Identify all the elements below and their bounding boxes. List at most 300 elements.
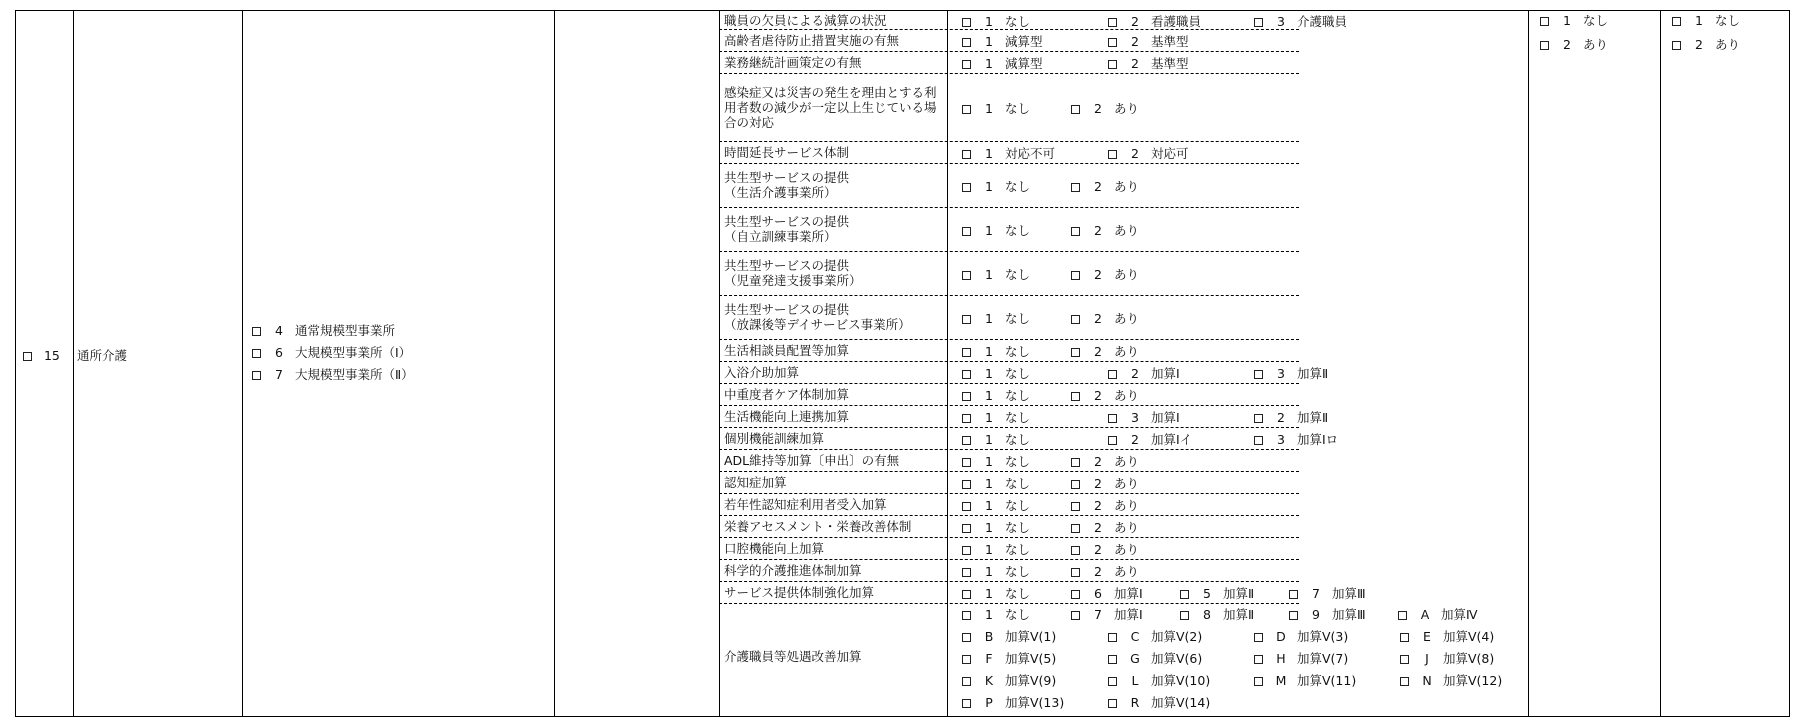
option-label: 加算Ⅳ [1441, 607, 1478, 622]
option-number: 7 [1312, 585, 1320, 601]
row-option[interactable] [1071, 101, 1139, 116]
checkbox-icon[interactable] [1672, 41, 1681, 50]
checkbox-icon[interactable] [1400, 655, 1409, 664]
checkbox-icon[interactable] [1108, 655, 1117, 664]
checkbox-icon[interactable] [962, 370, 971, 379]
option-label: あり [1114, 222, 1140, 238]
row-option[interactable] [962, 454, 1030, 469]
option-label: 加算Ⅲ [1332, 585, 1366, 601]
option-number: 1 [985, 13, 993, 29]
option-number: 1 [985, 365, 993, 381]
checkbox-icon[interactable] [962, 271, 971, 280]
row-option[interactable] [962, 56, 1043, 71]
row-option[interactable] [962, 586, 1030, 601]
row-option[interactable] [962, 410, 1030, 425]
option-number: 2 [1131, 33, 1139, 49]
option-label: 加算Ⅴ(14) [1151, 695, 1211, 710]
option-number: 1 [985, 497, 993, 513]
option-number: F [985, 651, 993, 666]
checkbox-icon[interactable] [1071, 502, 1080, 511]
row-option[interactable] [962, 542, 1030, 557]
checkbox-icon[interactable] [1071, 458, 1080, 467]
row-label: 共生型サービスの提供 （生活介護事業所） [724, 170, 850, 200]
checkbox-icon[interactable] [1071, 546, 1080, 555]
row-option[interactable] [962, 267, 1030, 282]
row-label: 業務継続計画策定の有無 [724, 54, 862, 70]
option-number: 2 [1277, 409, 1285, 425]
checkbox-icon[interactable] [1108, 18, 1117, 27]
improvement-option[interactable] [962, 695, 1064, 710]
row-label: 中重度者ケア体制加算 [724, 386, 850, 402]
row-option[interactable] [1071, 498, 1139, 513]
checkbox-icon[interactable] [1071, 392, 1080, 401]
row-option[interactable] [962, 34, 1043, 49]
option-label: 加算Ⅴ(6) [1151, 651, 1203, 666]
checkbox-icon[interactable] [962, 502, 971, 511]
option-number: E [1423, 629, 1431, 644]
column-divider [1660, 11, 1661, 716]
checkbox-icon[interactable] [1071, 315, 1080, 324]
checkbox-icon[interactable] [1254, 414, 1263, 423]
checkbox-icon[interactable] [962, 436, 971, 445]
checkbox-icon[interactable] [962, 568, 971, 577]
option-number: 9 [1312, 607, 1320, 622]
row-option[interactable] [1254, 366, 1328, 381]
option-label: なし [1005, 387, 1031, 403]
option-number: 1 [985, 310, 993, 326]
checkbox-icon[interactable] [1254, 655, 1263, 664]
row-option[interactable] [1108, 34, 1189, 49]
option-number: 1 [985, 541, 993, 557]
option-number: 1 [985, 100, 993, 116]
row-option[interactable] [1071, 542, 1139, 557]
scale-option[interactable] [252, 367, 414, 382]
option-number: J [1425, 651, 1429, 666]
option-number: 7 [1094, 607, 1102, 622]
checkbox-icon[interactable] [1254, 370, 1263, 379]
right-b-option[interactable] [1672, 13, 1740, 28]
row-option[interactable] [1071, 476, 1139, 491]
row-option[interactable] [1108, 410, 1180, 425]
checkbox-icon[interactable] [1108, 38, 1117, 47]
row-label: 生活機能向上連携加算 [724, 408, 850, 424]
option-number: 1 [985, 266, 993, 282]
row-label: 高齢者虐待防止措置実施の有無 [724, 32, 900, 48]
row-option[interactable] [1180, 586, 1254, 601]
option-label: なし [1005, 607, 1031, 622]
improvement-option[interactable] [1254, 673, 1356, 688]
option-label: なし [1005, 310, 1031, 326]
option-label: なし [1005, 453, 1031, 469]
option-label: 加算Ⅴ(2) [1151, 629, 1203, 644]
option-label: 加算Ⅴ(9) [1005, 673, 1057, 688]
checkbox-icon[interactable] [962, 611, 971, 620]
option-label: あり [1114, 387, 1140, 403]
option-number: 1 [985, 387, 993, 403]
row-divider [719, 73, 1299, 74]
row-divider [719, 493, 1299, 494]
service-checkbox-cell[interactable] [23, 348, 60, 363]
option-number: G [1130, 651, 1140, 666]
option-label: 加算Ⅴ(3) [1297, 629, 1349, 644]
row-option[interactable] [1071, 586, 1143, 601]
option-label: 基準型 [1151, 33, 1189, 49]
option-number: 1 [985, 343, 993, 359]
row-divider [719, 603, 1299, 604]
checkbox-icon[interactable] [1108, 370, 1117, 379]
option-number: 2 [1094, 519, 1102, 535]
checkbox-icon[interactable] [252, 327, 261, 336]
option-label: 介護職員 [1297, 13, 1348, 29]
checkbox-icon[interactable] [962, 105, 971, 114]
row-label: 生活相談員配置等加算 [724, 342, 850, 358]
option-label: なし [1005, 343, 1031, 359]
option-label: なし [1005, 178, 1031, 194]
option-label: なし [1005, 266, 1031, 282]
checkbox-icon[interactable] [1071, 568, 1080, 577]
checkbox-icon[interactable] [1400, 677, 1409, 686]
option-number: 1 [1563, 13, 1571, 28]
option-number: 3 [1277, 431, 1285, 447]
option-label: あり [1715, 37, 1741, 52]
checkbox-icon[interactable] [1071, 611, 1080, 620]
option-label: あり [1114, 497, 1140, 513]
column-divider [73, 11, 74, 716]
checkbox-icon[interactable] [1108, 633, 1117, 642]
checkbox-icon[interactable] [1254, 677, 1263, 686]
row-label: 入浴介助加算 [724, 364, 800, 380]
improvement-option[interactable] [962, 673, 1056, 688]
option-label: 加算Ⅲ [1332, 607, 1366, 622]
option-number: R [1130, 695, 1140, 710]
row-option[interactable] [1071, 179, 1139, 194]
row-divider [719, 427, 1299, 428]
option-label: 加算Ⅴ(1) [1005, 629, 1057, 644]
option-label: なし [1005, 541, 1031, 557]
option-label: あり [1114, 178, 1140, 194]
option-label: なし [1715, 13, 1741, 28]
option-number: 1 [985, 519, 993, 535]
row-option[interactable] [1071, 388, 1139, 403]
option-number: 1 [985, 585, 993, 601]
option-number: 2 [1094, 100, 1102, 116]
option-number: 8 [1203, 607, 1211, 622]
option-number: 2 [1094, 310, 1102, 326]
checkbox-icon[interactable] [1540, 41, 1549, 50]
row-option[interactable] [1071, 267, 1139, 282]
row-label: 栄養アセスメント・栄養改善体制 [724, 518, 912, 534]
checkbox-icon[interactable] [962, 227, 971, 236]
option-number: 3 [1131, 409, 1139, 425]
checkbox-icon[interactable] [962, 414, 971, 423]
checkbox-icon[interactable] [962, 392, 971, 401]
row-divider [719, 141, 1299, 142]
row-divider [719, 163, 1299, 164]
checkbox-icon[interactable] [1071, 590, 1080, 599]
checkbox-icon[interactable] [962, 315, 971, 324]
checkbox-icon[interactable] [962, 183, 971, 192]
option-label: 加算Ⅰ [1114, 607, 1143, 622]
improvement-option[interactable] [1400, 673, 1502, 688]
improvement-option[interactable] [1400, 629, 1494, 644]
option-number: 5 [1203, 585, 1211, 601]
checkbox-icon[interactable] [962, 60, 971, 69]
option-number: 7 [275, 367, 283, 382]
improvement-option[interactable] [1108, 629, 1202, 644]
checkbox-icon[interactable] [1254, 436, 1263, 445]
service-number: 15 [43, 348, 60, 363]
checkbox-icon[interactable] [962, 546, 971, 555]
row-option[interactable] [1108, 146, 1189, 161]
row-option[interactable] [962, 179, 1030, 194]
improvement-option[interactable] [1289, 607, 1366, 622]
column-divider [242, 11, 243, 716]
row-option[interactable] [1254, 432, 1338, 447]
column-divider [719, 11, 720, 716]
row-option[interactable] [962, 311, 1030, 326]
checkbox-icon[interactable] [962, 38, 971, 47]
option-number: 2 [1094, 453, 1102, 469]
option-label: 加算Ⅴ(12) [1443, 673, 1503, 688]
improvement-option[interactable] [1071, 607, 1143, 622]
row-option[interactable] [1108, 56, 1189, 71]
option-label: 加算Ⅱ [1297, 365, 1329, 381]
checkbox-icon[interactable] [962, 677, 971, 686]
option-label: なし [1005, 585, 1031, 601]
scale-option[interactable] [252, 345, 411, 360]
option-number: 2 [1695, 37, 1703, 52]
option-number: 2 [1563, 37, 1571, 52]
row-option[interactable] [962, 146, 1055, 161]
checkbox-icon[interactable] [1180, 590, 1189, 599]
checkbox-icon[interactable] [962, 348, 971, 357]
checkbox-icon[interactable] [962, 150, 971, 159]
row-label: 共生型サービスの提供 （放課後等デイサービス事業所） [724, 302, 911, 332]
option-label: なし [1583, 13, 1609, 28]
row-divider [719, 405, 1299, 406]
improvement-option[interactable] [1108, 651, 1202, 666]
row-option[interactable] [1071, 454, 1139, 469]
row-option[interactable] [1071, 344, 1139, 359]
improvement-option[interactable] [1108, 695, 1210, 710]
row-divider [719, 559, 1299, 560]
checkbox-icon[interactable] [962, 590, 971, 599]
improvement-option[interactable] [1254, 629, 1348, 644]
scale-option[interactable] [252, 323, 395, 338]
row-option[interactable] [962, 498, 1030, 513]
row-option[interactable] [1108, 432, 1192, 447]
row-option[interactable] [1071, 564, 1139, 579]
checkbox-icon[interactable] [1071, 348, 1080, 357]
row-label: 口腔機能向上加算 [724, 540, 825, 556]
checkbox-icon[interactable] [1289, 611, 1298, 620]
option-label: 加算Ⅰ [1151, 409, 1180, 425]
checkbox-icon[interactable] [23, 352, 32, 361]
row-label: 個別機能訓練加算 [724, 430, 825, 446]
row-option[interactable] [962, 14, 1030, 29]
option-number: 2 [1131, 365, 1139, 381]
checkbox-icon[interactable] [1108, 414, 1117, 423]
option-number: 2 [1094, 222, 1102, 238]
row-option[interactable] [962, 476, 1030, 491]
option-label: なし [1005, 100, 1031, 116]
row-divider [719, 51, 1299, 52]
option-number: 1 [985, 563, 993, 579]
row-divider [719, 515, 1299, 516]
checkbox-icon[interactable] [1108, 699, 1117, 708]
checkbox-icon[interactable] [1071, 480, 1080, 489]
checkbox-icon[interactable] [1254, 18, 1263, 27]
option-number: 2 [1094, 178, 1102, 194]
improvement-option[interactable] [962, 629, 1056, 644]
column-divider [554, 11, 555, 716]
row-option[interactable] [1108, 366, 1180, 381]
option-number: B [984, 629, 994, 644]
option-number: 1 [1695, 13, 1703, 28]
option-label: 大規模型事業所（Ⅱ） [295, 367, 414, 382]
improvement-label: 介護職員等処遇改善加算 [724, 649, 862, 664]
option-label: 減算型 [1005, 55, 1043, 71]
row-option[interactable] [1071, 223, 1139, 238]
checkbox-icon[interactable] [252, 349, 261, 358]
checkbox-icon[interactable] [1672, 17, 1681, 26]
checkbox-icon[interactable] [1071, 183, 1080, 192]
checkbox-icon[interactable] [1071, 227, 1080, 236]
option-label: あり [1583, 37, 1609, 52]
option-label: 減算型 [1005, 33, 1043, 49]
row-option[interactable] [962, 101, 1030, 116]
improvement-option[interactable] [1108, 673, 1210, 688]
option-number: 1 [985, 431, 993, 447]
option-label: 加算Ⅴ(11) [1297, 673, 1357, 688]
improvement-option[interactable] [1254, 651, 1348, 666]
improvement-option[interactable] [1398, 607, 1478, 622]
row-option[interactable] [1289, 586, 1366, 601]
option-label: なし [1005, 475, 1031, 491]
option-number: 1 [985, 453, 993, 469]
right-a-option[interactable] [1540, 13, 1608, 28]
option-number: M [1275, 673, 1287, 688]
row-option[interactable] [1254, 410, 1328, 425]
option-label: 加算Ⅱ [1223, 607, 1255, 622]
checkbox-icon[interactable] [962, 18, 971, 27]
row-label: 若年性認知症利用者受入加算 [724, 496, 887, 512]
improvement-option[interactable] [962, 607, 1030, 622]
option-number: P [985, 695, 993, 710]
checkbox-icon[interactable] [252, 371, 261, 380]
right-a-option[interactable] [1540, 37, 1608, 52]
row-option[interactable] [962, 223, 1030, 238]
row-label: 時間延長サービス体制 [724, 144, 850, 160]
row-option[interactable] [1071, 311, 1139, 326]
option-label: あり [1114, 563, 1140, 579]
option-number: 1 [985, 55, 993, 71]
option-label: 加算Ⅴ(10) [1151, 673, 1211, 688]
checkbox-icon[interactable] [1180, 611, 1189, 620]
row-option[interactable] [962, 388, 1030, 403]
checkbox-icon[interactable] [962, 458, 971, 467]
checkbox-icon[interactable] [1398, 611, 1407, 620]
checkbox-icon[interactable] [1254, 633, 1263, 642]
checkbox-icon[interactable] [962, 699, 971, 708]
row-option[interactable] [1071, 520, 1139, 535]
row-divider [719, 581, 1299, 582]
improvement-option[interactable] [1180, 607, 1254, 622]
checkbox-icon[interactable] [962, 655, 971, 664]
checkbox-icon[interactable] [1108, 436, 1117, 445]
row-divider [719, 339, 1299, 340]
row-option[interactable] [962, 520, 1030, 535]
column-divider [947, 11, 948, 716]
checkbox-icon[interactable] [1108, 150, 1117, 159]
option-label: あり [1114, 519, 1140, 535]
checkbox-icon[interactable] [1108, 60, 1117, 69]
checkbox-icon[interactable] [1289, 590, 1298, 599]
row-label: 職員の欠員による減算の状況 [724, 12, 887, 28]
option-number: 3 [1277, 365, 1285, 381]
option-label: 加算Ⅴ(13) [1005, 695, 1065, 710]
row-divider [719, 207, 1299, 208]
option-number: 2 [1094, 563, 1102, 579]
row-option[interactable] [1254, 14, 1347, 29]
option-label: なし [1005, 563, 1031, 579]
checkbox-icon[interactable] [1071, 524, 1080, 533]
checkbox-icon[interactable] [962, 480, 971, 489]
option-label: 加算Ⅴ(8) [1443, 651, 1495, 666]
option-number: 1 [985, 145, 993, 161]
checkbox-icon[interactable] [962, 633, 971, 642]
option-label: 加算Ⅴ(5) [1005, 651, 1057, 666]
improvement-option[interactable] [1400, 651, 1494, 666]
option-label: なし [1005, 222, 1031, 238]
checkbox-icon[interactable] [1071, 105, 1080, 114]
option-number: 4 [275, 323, 283, 338]
option-label: なし [1005, 13, 1031, 29]
option-number: 1 [985, 178, 993, 194]
option-number: 2 [1131, 55, 1139, 71]
checkbox-icon[interactable] [1108, 677, 1117, 686]
row-option[interactable] [962, 564, 1030, 579]
row-option[interactable] [962, 366, 1030, 381]
checkbox-icon[interactable] [962, 524, 971, 533]
row-label: ADL維持等加算〔申出〕の有無 [724, 452, 900, 468]
row-divider [719, 251, 1299, 252]
checkbox-icon[interactable] [1540, 17, 1549, 26]
row-option[interactable] [962, 344, 1030, 359]
right-b-option[interactable] [1672, 37, 1740, 52]
row-option[interactable] [1108, 14, 1201, 29]
option-number: 1 [985, 475, 993, 491]
option-label: 加算Ⅰ [1114, 585, 1143, 601]
option-label: 大規模型事業所（Ⅰ） [295, 345, 412, 360]
option-label: 対応不可 [1005, 145, 1056, 161]
option-label: なし [1005, 431, 1031, 447]
option-number: 1 [985, 222, 993, 238]
option-number: 2 [1094, 343, 1102, 359]
option-label: 基準型 [1151, 55, 1189, 71]
option-label: 加算Ⅱ [1297, 409, 1329, 425]
improvement-option[interactable] [962, 651, 1056, 666]
option-number: D [1276, 629, 1286, 644]
checkbox-icon[interactable] [1400, 633, 1409, 642]
row-option[interactable] [962, 432, 1030, 447]
option-number: 2 [1094, 266, 1102, 282]
option-number: 1 [985, 607, 993, 622]
option-label: 加算Ⅰ [1151, 365, 1180, 381]
checkbox-icon[interactable] [1071, 271, 1080, 280]
option-number: 2 [1094, 541, 1102, 557]
option-label: あり [1114, 475, 1140, 491]
